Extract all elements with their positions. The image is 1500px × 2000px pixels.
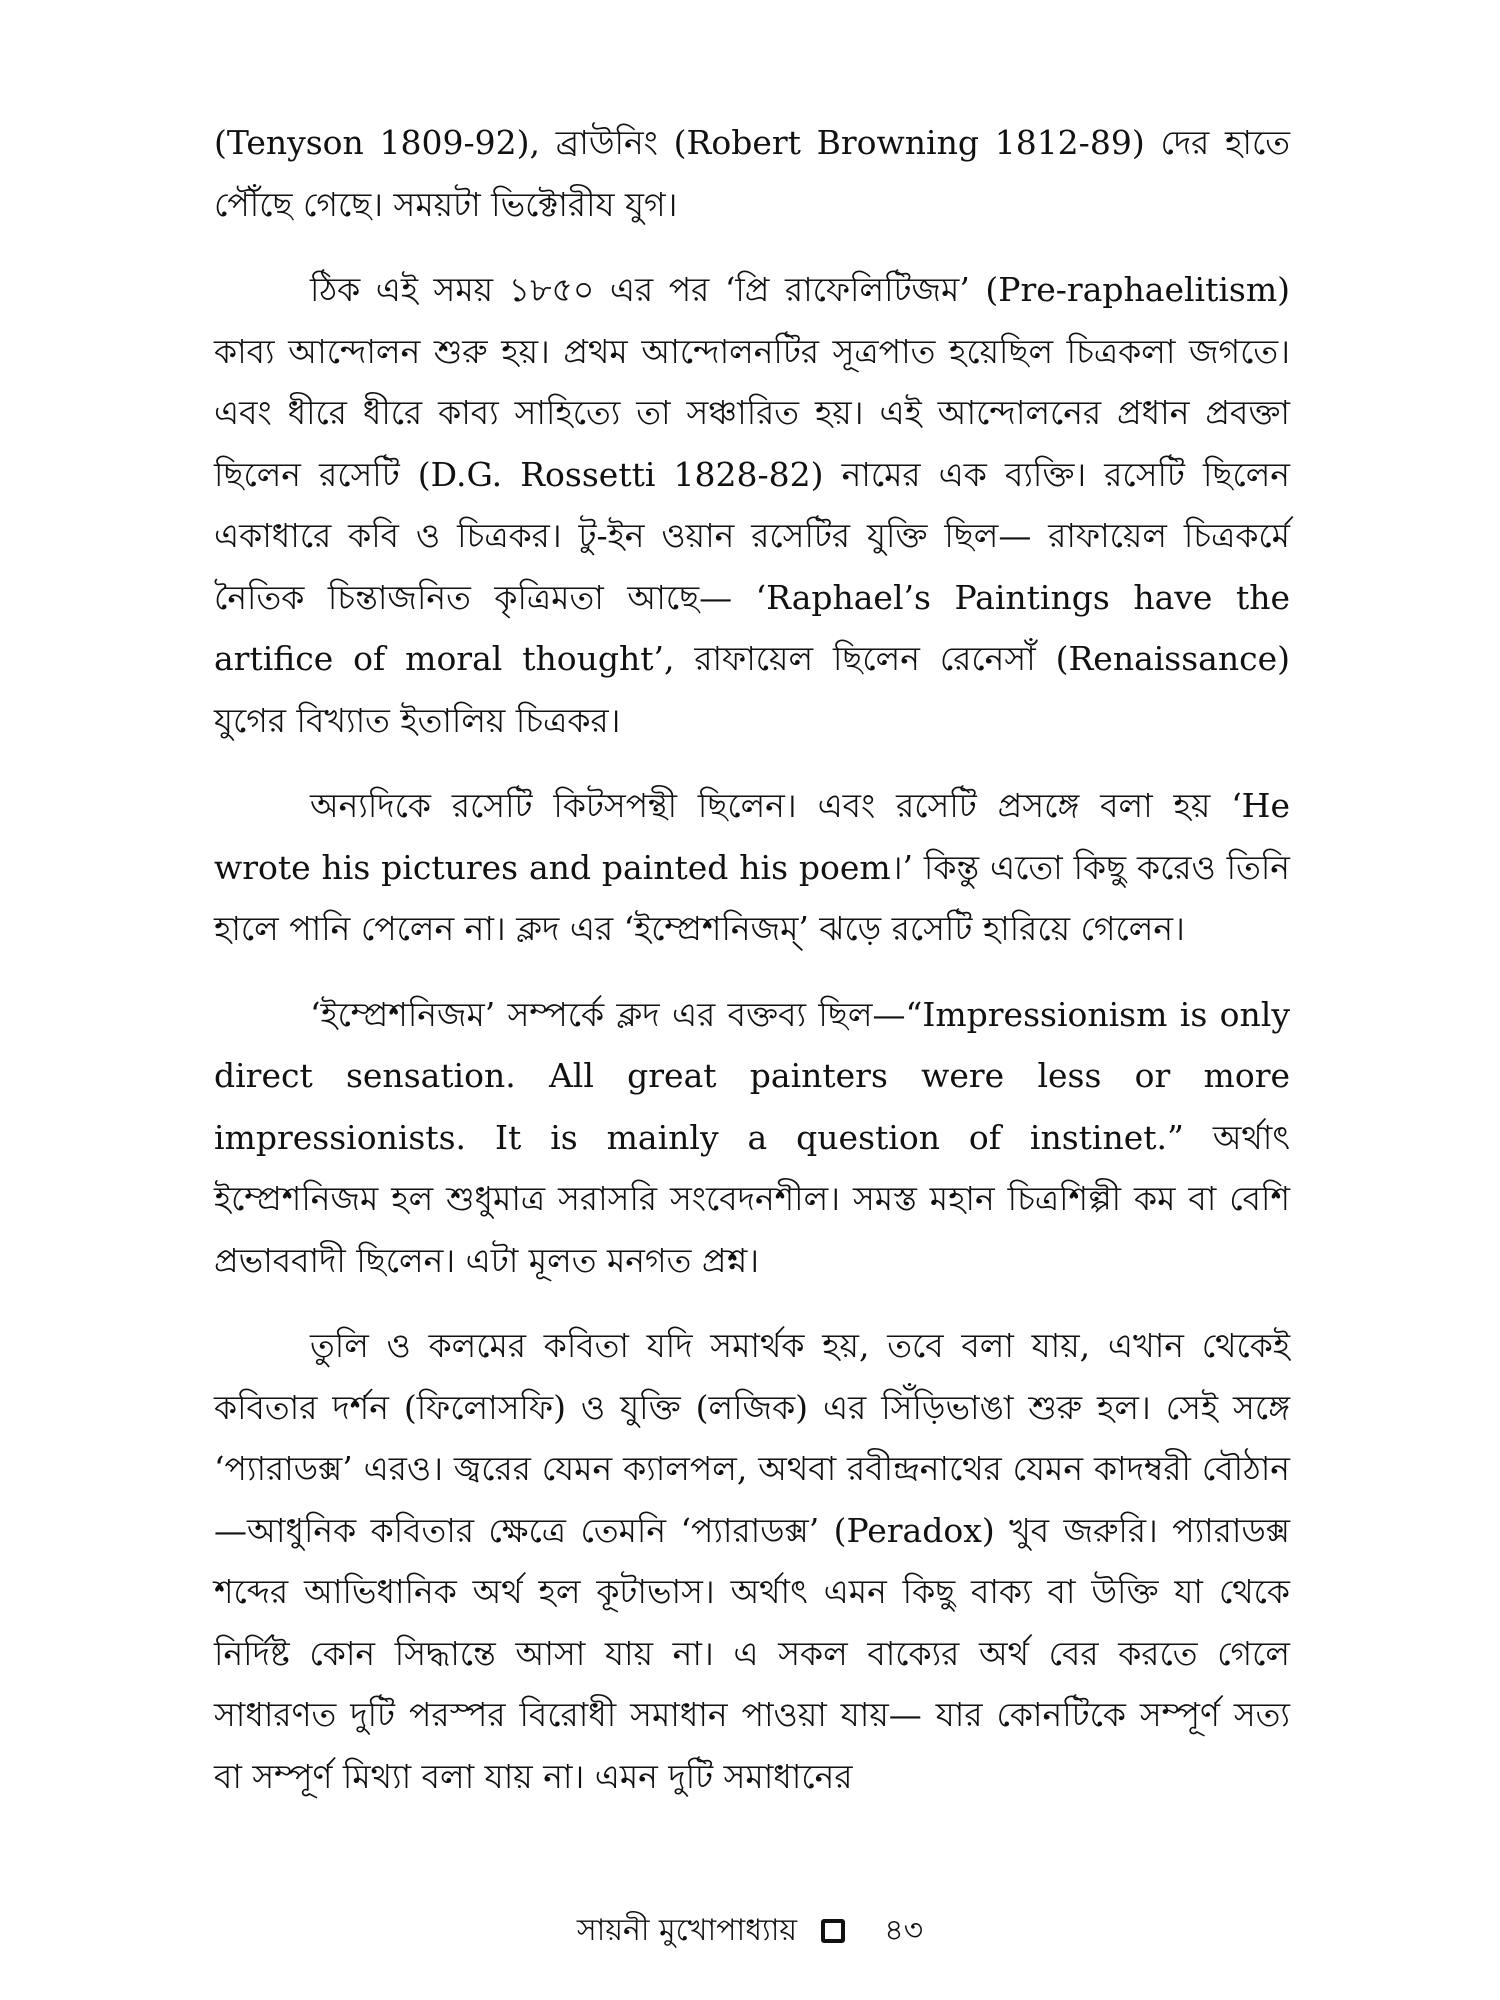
- page-footer: [0, 1910, 1500, 1951]
- paragraph-2: ঠিক এই সময় ১৮৫০ এর পর ‘প্রি রাফেলিটিজম’ (Pre-raphaelitism) কাব্য আন্দোলন শুরু হয়। প্রথম আন্দোলনটির সূত্রপাত হয়েছিল চিত্রকলা জগতে। এবং ধীরে ধীরে কাব্য সাহিত্যে তা সঞ্চারিত হয়। এই আন্দোলনের প্রধান প্রবক্তা ছিলেন রসেটি (D.G. Rossetti 1828-82) নামের এক ব্যক্তি। রসেটি ছিলেন একাধারে কবি ও চিত্রকর। টু-ইন ওয়ান রসেটির যুক্তি ছিল— রাফায়েল চিত্রকর্মে নৈতিক চিন্তাজনিত কৃত্রিমতা আছে— ‘Raphael’s Paintings have the artifice of moral thought’, রাফায়েল ছিলেন রেনেসাঁ (Renaissance) যুগের বিখ্যাত ইতালিয় চিত্রকর।: [214, 270, 1290, 740]
- paragraph-4: ‘ইম্প্রেশনিজম’ সম্পর্কে ক্লদ এর বক্তব্য ছিল—“Impressionism is only direct sensation. All great painters were less or more impressionists. It is mainly a question of instinet.” অর্থাৎ ইম্প্রেশনিজম হল শুধুমাত্র সরাসরি সংবেদনশীল। সমস্ত মহান চিত্রশিল্পী কম বা বেশি প্রভাববাদী ছিলেন। এটা মূলত মনগত প্রশ্ন।: [214, 994, 1290, 1280]
- page-number: ৪৩: [884, 1913, 924, 1948]
- footer-author: সায়নী মুখোপাধ্যায়: [576, 1913, 798, 1948]
- paragraph-5: তুলি ও কলমের কবিতা যদি সমার্থক হয়, তবে বলা যায়, এখান থেকেই কবিতার দর্শন (ফিলোসফি) ও যুক্তি (লজিক) এর সিঁড়িভাঙা শুরু হল। সেই সঙ্গে ‘প্যারাডক্স’ এরও। জ্বরের যেমন ক্যালপল, অথবা রবীন্দ্রনাথের যেমন কাদম্বরী বৌঠান—আধুনিক কবিতার ক্ষেত্রে তেমনি ‘প্যারাডক্স’ (Peradox) খুব জরুরি। প্যারাডক্স শব্দের আভিধানিক অর্থ হল কূটাভাস। অর্থাৎ এমন কিছু বাক্য বা উক্তি যা থেকে নির্দিষ্ট কোন সিদ্ধান্তে আসা যায় না। এ সকল বাক্যের অর্থ বের করতে গেলে সাধারণত দুটি পরস্পর বিরোধী সমাধান পাওয়া যায়— যার কোনটিকে সম্পূর্ণ সত্য বা সম্পূর্ণ মিথ্যা বলা যায় না। এমন দুটি সমাধানের: [214, 1326, 1290, 1796]
- paragraph-1: (Tenyson 1809-92), ব্রাউনিং (Robert Browning 1812-89) দের হাতে পৌঁছে গেছে। সময়টা ভিক্টোরীয যুগ।: [214, 123, 1290, 224]
- paragraph-3: অন্যদিকে রসেটি কিটসপন্থী ছিলেন। এবং রসেটি প্রসঙ্গে বলা হয় ‘He wrote his pictures and painted his poem।’ কিন্তু এতো কিছু করেও তিনি হালে পানি পেলেন না। ক্লদ এর ‘ইম্প্রেশনিজম্’ ঝড়ে রসেটি হারিয়ে গেলেন।: [214, 786, 1290, 948]
- page-body: [214, 112, 1290, 1831]
- square-box-icon: [821, 1919, 845, 1943]
